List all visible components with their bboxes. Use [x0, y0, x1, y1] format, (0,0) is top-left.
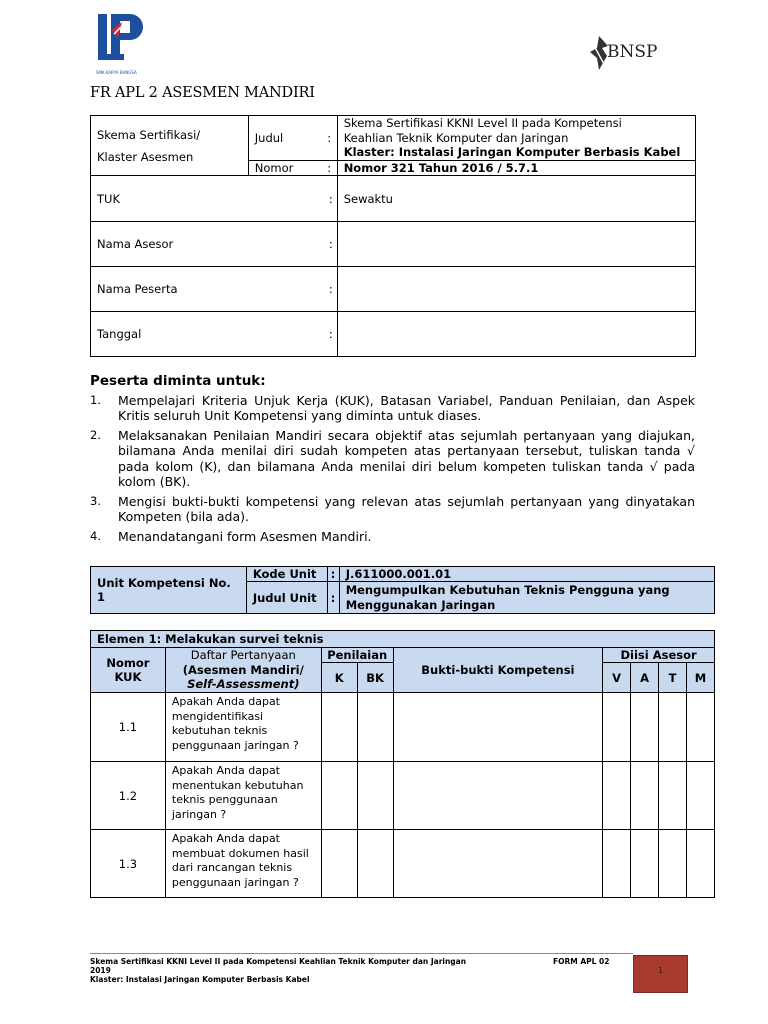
nomor-colon: :	[325, 161, 337, 176]
col-k: K	[321, 663, 357, 693]
judul-unit-value: Mengumpulkan Kebutuhan Teknis Pengguna yang Menggunakan Jaringan	[339, 582, 714, 614]
judul-colon: :	[325, 116, 337, 161]
question-text: Apakah Anda dapat membuat dokumen hasil dari rancangan teknis penggunaan jaringan ?	[165, 830, 321, 898]
tanggal-value[interactable]	[337, 312, 695, 357]
table-row	[91, 830, 715, 898]
table-row	[91, 762, 715, 830]
instruction-item: 1. Mempelajari Kriteria Unjuk Kerja (KUK), Batasan Variabel, Panduan Penilaian, dan Aspek Kritis seluruh Unit Kompetensi yang diminta untuk diases.	[90, 392, 695, 423]
kuk-number: 1.3	[91, 830, 166, 898]
col-v: V	[603, 663, 631, 693]
m-cell[interactable]	[686, 693, 714, 762]
document-title: FR APL 2 ASESMEN MANDIRI	[90, 85, 315, 101]
col-nomor-kuk: Nomor KUK	[91, 648, 166, 693]
t-cell[interactable]	[659, 762, 687, 830]
bukti-cell[interactable]	[393, 830, 603, 898]
page-number: 1	[657, 966, 664, 975]
bnsp-logo-text: BNSP	[607, 42, 658, 62]
tuk-label: TUK :	[91, 176, 338, 222]
instruction-item: 2. Melaksanakan Penilaian Mandiri secara objektif atas sejumlah pertanyaan yang diajukan, bilamana Anda menilai diri sudah kompeten atas pertanyaan tersebut, tuliskan tanda √ pada kolom (K), dan bilamana Anda menilai diri belum kompeten tuliskan tanda √ pada kolom (BK).	[90, 427, 695, 489]
col-daftar-pertanyaan: Daftar Pertanyaan (Asesmen Mandiri/ Self-Assessment)	[165, 648, 321, 693]
kuk-number: 1.1	[91, 693, 166, 762]
instruction-item: 4. Menandatangani form Asesmen Mandiri.	[90, 528, 372, 544]
lsp-logo-subtext: SMK KARYA BANGSA	[96, 70, 137, 75]
k-cell[interactable]	[321, 693, 357, 762]
col-bukti: Bukti-bukti Kompetensi	[393, 648, 603, 693]
peserta-value[interactable]	[337, 267, 695, 312]
unit-label: Unit Kompetensi No. 1	[91, 567, 247, 614]
instructions-heading: Peserta diminta untuk:	[90, 373, 266, 389]
element-title: Elemen 1: Melakukan survei teknis	[91, 631, 715, 648]
kode-unit-label: Kode Unit	[246, 567, 327, 582]
bk-cell[interactable]	[357, 693, 393, 762]
t-cell[interactable]	[659, 830, 687, 898]
a-cell[interactable]	[631, 762, 659, 830]
skema-label: Skema Sertifikasi/ Klaster Asesmen	[91, 116, 249, 176]
col-t: T	[659, 663, 687, 693]
kode-unit-colon: :	[327, 567, 339, 582]
judul-value: Skema Sertifikasi KKNI Level II pada Kompetensi Keahlian Teknik Komputer dan Jaringan Klaster: Instalasi Jaringan Komputer Berbasis Kabel	[337, 116, 695, 161]
tanggal-label: Tanggal :	[91, 312, 338, 357]
bnsp-logo	[588, 32, 668, 72]
instruction-item: 3. Mengisi bukti-bukti kompetensi yang relevan atas sejumlah pertanyaan yang dinyatakan Kompeten (bila ada).	[90, 493, 695, 524]
judul-label: Judul	[248, 116, 325, 161]
question-text: Apakah Anda dapat menentukan kebutuhan teknis penggunaan jaringan ?	[165, 762, 321, 830]
nomor-label: Nomor	[248, 161, 325, 176]
judul-unit-label: Judul Unit	[246, 582, 327, 614]
v-cell[interactable]	[603, 762, 631, 830]
asesor-label: Nama Asesor :	[91, 222, 338, 267]
tuk-value: Sewaktu	[337, 176, 695, 222]
col-m: M	[686, 663, 714, 693]
form-label: FORM APL 02	[553, 957, 610, 966]
kuk-number: 1.2	[91, 762, 166, 830]
col-bk: BK	[357, 663, 393, 693]
bukti-cell[interactable]	[393, 762, 603, 830]
instructions	[90, 374, 695, 548]
peserta-label: Nama Peserta :	[91, 267, 338, 312]
k-cell[interactable]	[321, 762, 357, 830]
page-number-box	[633, 955, 688, 993]
element-table	[90, 630, 715, 898]
k-cell[interactable]	[321, 830, 357, 898]
nomor-value: Nomor 321 Tahun 2016 / 5.7.1	[337, 161, 695, 176]
bk-cell[interactable]	[357, 762, 393, 830]
footer-text: Skema Sertifikasi KKNI Level II pada Kompetensi Keahlian Teknik Komputer dan Jaringan 2019 Klaster: Instalasi Jaringan Komputer Berbasis Kabel	[90, 957, 467, 984]
t-cell[interactable]	[659, 693, 687, 762]
scheme-info-table	[90, 115, 696, 357]
kode-unit-value: J.611000.001.01	[339, 567, 714, 582]
a-cell[interactable]	[631, 830, 659, 898]
footer-rule	[90, 953, 633, 954]
a-cell[interactable]	[631, 693, 659, 762]
bk-cell[interactable]	[357, 830, 393, 898]
col-penilaian: Penilaian	[321, 648, 393, 663]
table-row	[91, 693, 715, 762]
bukti-cell[interactable]	[393, 693, 603, 762]
m-cell[interactable]	[686, 830, 714, 898]
question-text: Apakah Anda dapat mengidentifikasi kebutuhan teknis penggunaan jaringan ?	[165, 693, 321, 762]
col-diisi-asesor: Diisi Asesor	[603, 648, 715, 663]
col-a: A	[631, 663, 659, 693]
lsp-logo	[96, 10, 144, 76]
lsp-logo-icon	[96, 10, 144, 68]
asesor-value[interactable]	[337, 222, 695, 267]
unit-kompetensi-table	[90, 566, 715, 614]
judul-unit-colon: :	[327, 582, 339, 614]
v-cell[interactable]	[603, 693, 631, 762]
m-cell[interactable]	[686, 762, 714, 830]
v-cell[interactable]	[603, 830, 631, 898]
